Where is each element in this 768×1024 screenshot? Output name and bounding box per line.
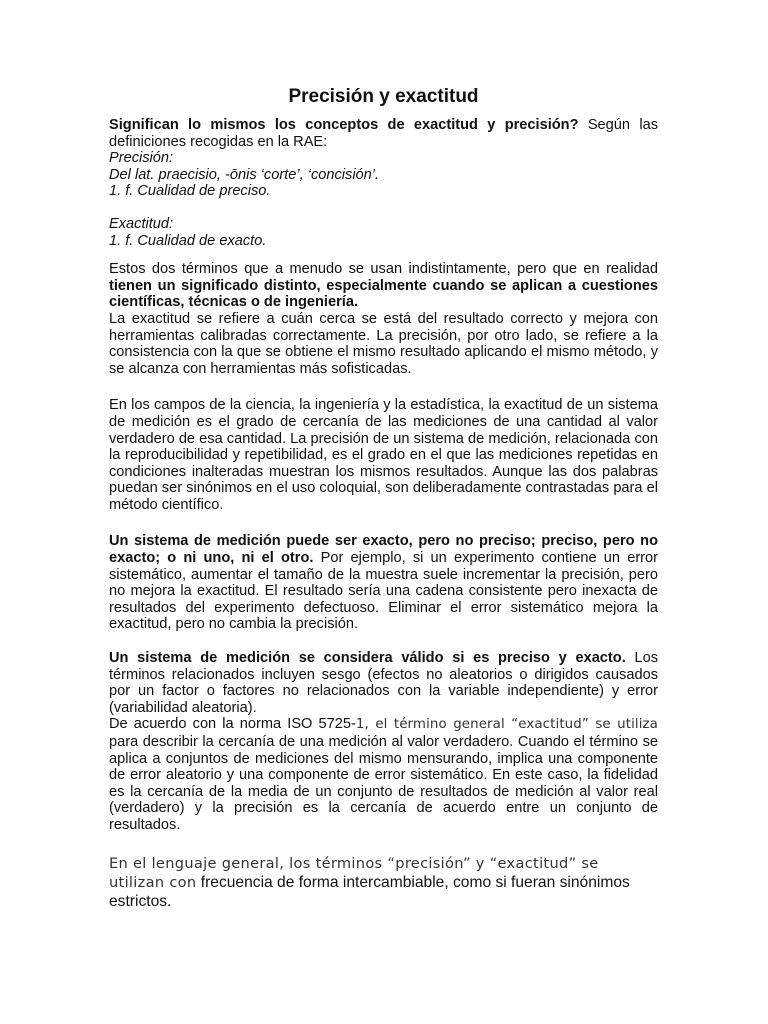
paragraph-text: Por ejemplo, si un experimento contiene un error sistemático, aumentar el tamaño de la muestra suele incrementar la precisión, pero no mejora la exactitud. El resultado sería una cadena consistente pero inexacta de resultados del experimento defectuoso. Eliminar el error sistemático mejora la exactitud, pero no cambia la precisión. [109, 550, 659, 633]
paragraph-science: En los campos de la ciencia, la ingeniería y la estadística, la exactitud de un sistema de medición es el grado de cercanía de las mediciones de una cantidad al valor verdadero de esa cantidad. La precisión de un sistema de medición, relacionada con la reproducibilidad y repetibilidad, es el grado en el que las mediciones repetidas en condiciones inalteradas muestran los mismos resultados. Aunque las dos palabras puedan ser sinónimos en el uso coloquial, son deliberadamente contrastadas para el método científico. [109, 397, 658, 513]
page-title: Precisión y exactitud [288, 86, 479, 107]
definition-meaning: 1. f. Cualidad de exacto. [109, 232, 267, 249]
paragraph-text: frecuencia de forma intercambiable, como si fueran sinónimos estrictos. [109, 873, 630, 910]
paragraph-emphasis: tienen un significado distinto, especialmente cuando se aplican a cuestiones científicas, técnicas o de ingeniería. [109, 277, 658, 311]
intro-paragraph [109, 117, 658, 150]
definition-term: Precisión: [109, 150, 174, 167]
paragraph-validity [109, 650, 658, 716]
paragraph-general-language [109, 854, 658, 911]
intro-question: Significan lo mismos los conceptos de exactitud y precisión? [109, 117, 579, 133]
paragraph-terms [109, 261, 658, 311]
paragraph-systems [109, 533, 658, 633]
paragraph-text: De acuerdo con la norma ISO 5725- [109, 716, 356, 733]
definition-exactitud [109, 216, 658, 249]
paragraph-text: para describir la cercanía de una medición al valor verdadero. Cuando el término se aplica a conjuntos de mediciones del mismo mensurando, implica una componente de error aleatorio y una componente de error sistemático. En este caso, la fidelidad es la cercanía de la media de un conjunto de resultados de medición al valor real (verdadero) y la precisión es la cercanía de acuerdo entre un conjunto de resultados. [109, 734, 658, 833]
definition-meaning: 1. f. Cualidad de preciso. [109, 183, 271, 200]
definition-precision [109, 150, 658, 200]
paragraph-text: Los términos relacionados incluyen sesgo (efectos no aleatorios o dirigidos causados por un factor o factores no relacionados con la variable independiente) y error (variabilidad aleatoria). [109, 650, 659, 716]
paragraph-light-text: 1, el término general “exactitud” se utiliza [355, 717, 658, 733]
paragraph-iso [109, 716, 658, 833]
paragraph-text: Estos dos términos que a menudo se usan indistintamente, pero que en realidad [109, 261, 658, 278]
intro-answer: Según las definiciones recogidas en la RAE: [109, 117, 658, 150]
paragraph-emphasis: Un sistema de medición puede ser exacto, pero no preciso; preciso, pero no exacto; o ni uno, ni el otro. [109, 533, 658, 567]
paragraph-light-text: En el lenguaje general, los términos “precisión” y “exactitud” se utilizan con [109, 854, 599, 891]
document-page [109, 86, 658, 911]
paragraph-definitions: La exactitud se refiere a cuán cerca se está del resultado correcto y mejora con herramientas calibradas correctamente. La precisión, por otro lado, se refiere a la consistencia con la que se obtiene el mismo resultado aplicando el mismo método, y se alcanza con herramientas más sofisticadas. [109, 310, 658, 377]
paragraph-emphasis: Un sistema de medición se considera válido si es preciso y exacto. [109, 650, 626, 667]
definition-term: Exactitud: [109, 215, 174, 232]
definition-etymology: Del lat. praecisio, -ōnis ‘corte’, ‘concisión’. [109, 166, 380, 183]
